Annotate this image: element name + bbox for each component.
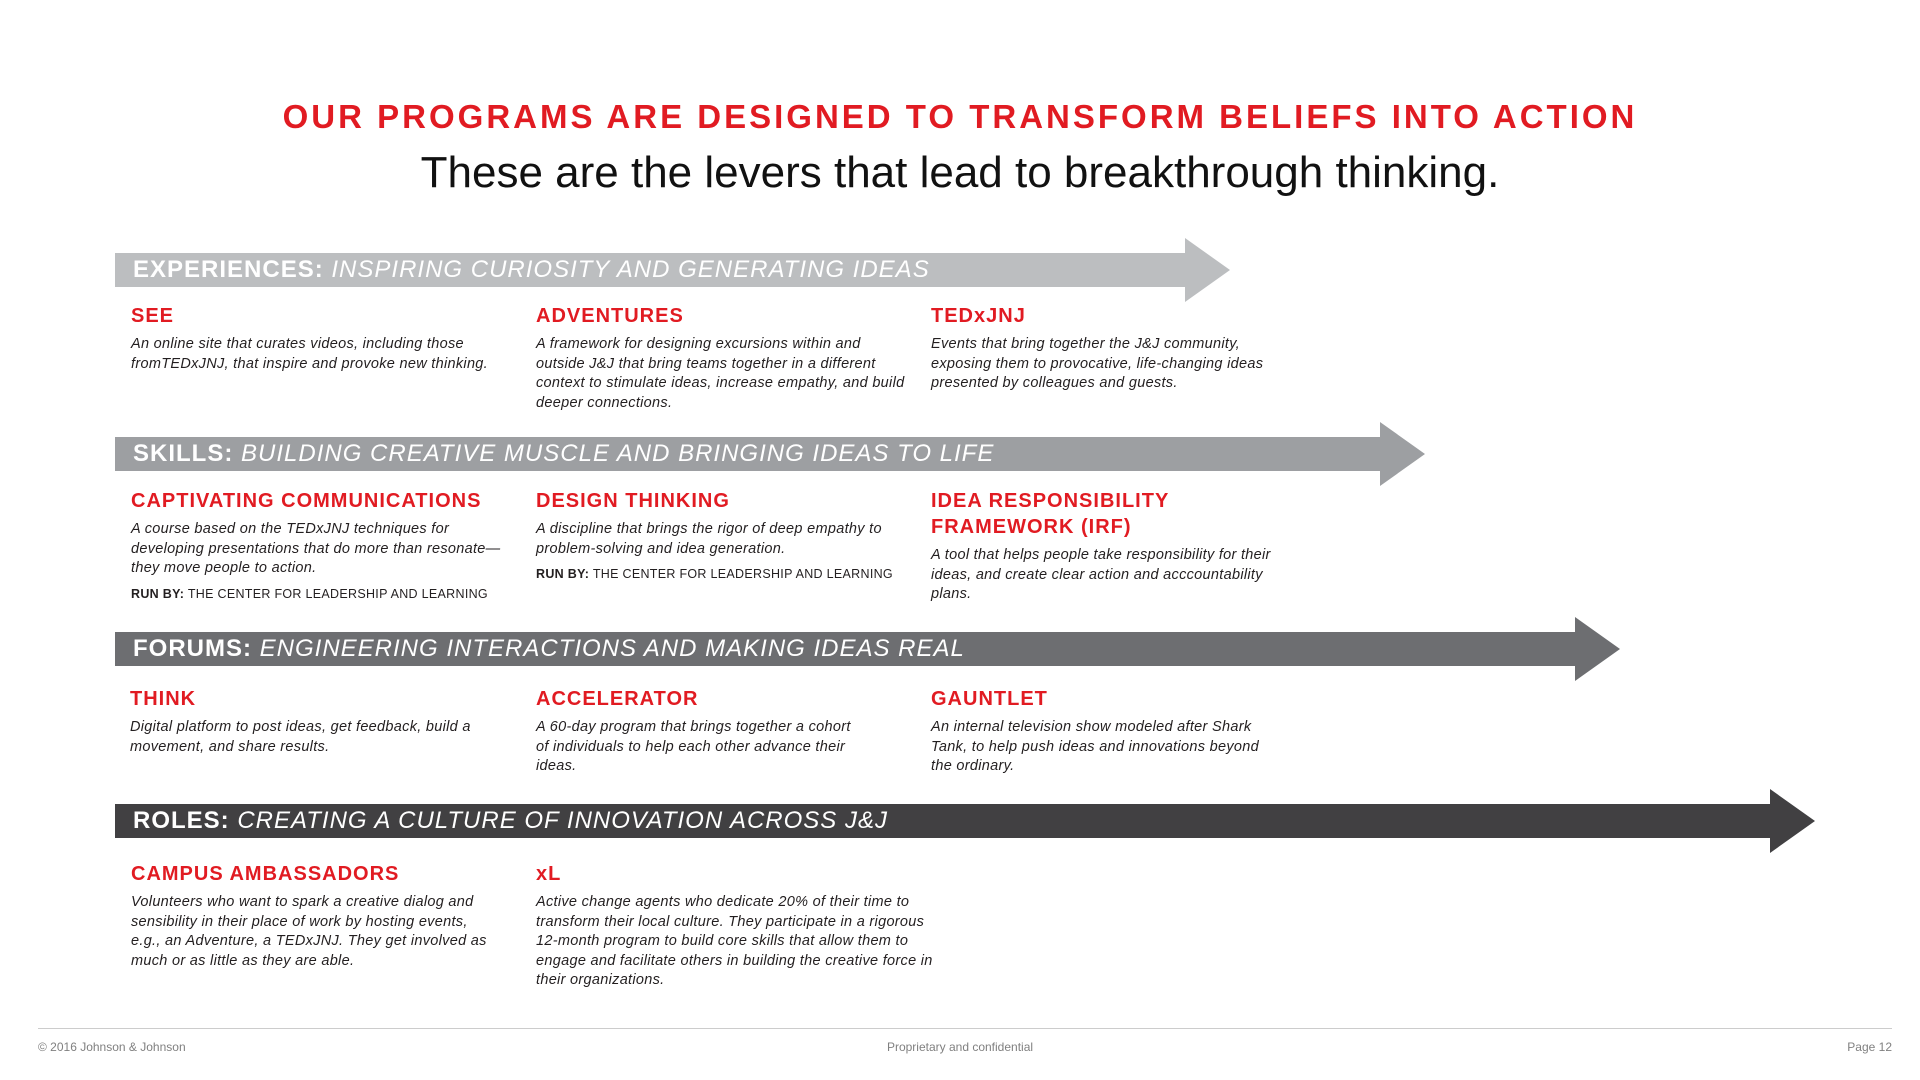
- footer-page-number: Page 12: [1847, 1040, 1892, 1054]
- xl-title: xL: [536, 863, 562, 885]
- headline: OUR PROGRAMS ARE DESIGNED TO TRANSFORM BELIEFS INTO ACTION: [282, 98, 1638, 135]
- item-captivating-communications: [131, 488, 511, 601]
- runby-label: RUN BY:: [536, 567, 590, 581]
- forums-band-label: [133, 635, 965, 663]
- roles-band: [115, 789, 1815, 853]
- item-design-thinking: [536, 488, 906, 581]
- gauntlet-title: GAUNTLET: [931, 688, 1048, 710]
- item-think: [130, 686, 520, 757]
- skills-band: [115, 422, 1425, 486]
- item-accelerator: [536, 686, 866, 777]
- campus-ambassadors-desc: Volunteers who want to spark a creative dialog and sensibility in their place of work by hosting events, e.g., an Adventure, a TEDxJNJ. They get involved as much or as little as they are able.: [131, 894, 487, 969]
- design-thinking-runby: [536, 567, 906, 581]
- experiences-band-label: [133, 256, 930, 284]
- item-gauntlet: [931, 686, 1261, 777]
- think-title: THINK: [130, 688, 197, 710]
- footer-copyright: © 2016 Johnson & Johnson: [38, 1040, 186, 1054]
- xl-desc: Active change agents who dedicate 20% of their time to transform their local culture. They participate in a rigorous 12-month program to build core skills that allow them to engage and facilitate others in building the creative force in their organizations.: [536, 894, 933, 988]
- gauntlet-desc: An internal television show modeled after Shark Tank, to help push ideas and innovations beyond the ordinary.: [931, 719, 1259, 774]
- roles-tagline: CREATING A CULTURE OF INNOVATION ACROSS J&J: [237, 807, 888, 834]
- irf-title: [931, 488, 1271, 540]
- accelerator-title: ACCELERATOR: [536, 688, 699, 710]
- footer-confidential: Proprietary and confidential: [886, 1040, 1034, 1054]
- forums-band: [115, 617, 1620, 681]
- subheadline: These are the levers that lead to breakthrough thinking.: [420, 148, 1500, 197]
- item-xl: [536, 861, 936, 991]
- experiences-band: [115, 238, 1230, 302]
- roles-band-label: [133, 807, 888, 835]
- forums-label: FORUMS:: [133, 635, 252, 662]
- captivating-communications-desc: A course based on the TEDxJNJ techniques for developing presentations that do more than resonate—they move people to action.: [131, 521, 501, 576]
- forums-tagline: ENGINEERING INTERACTIONS AND MAKING IDEAS REAL: [259, 635, 965, 662]
- roles-label: ROLES:: [133, 807, 230, 834]
- captivating-communications-title: CAPTIVATING COMMUNICATIONS: [131, 490, 482, 512]
- tedxjnj-title: TEDxJNJ: [931, 305, 1026, 327]
- runby-label: RUN BY:: [131, 586, 185, 601]
- design-thinking-desc: A discipline that brings the rigor of deep empathy to problem-solving and idea generation.: [536, 521, 882, 557]
- irf-title-line1: IDEA RESPONSIBILITY: [931, 490, 1170, 512]
- runby-value: THE CENTER FOR LEADERSHIP AND LEARNING: [592, 567, 893, 581]
- item-see: [131, 303, 521, 374]
- captivating-communications-runby: [131, 587, 511, 601]
- item-irf: [931, 488, 1271, 605]
- think-desc: Digital platform to post ideas, get feedback, build a movement, and share results.: [130, 719, 471, 755]
- experiences-tagline: INSPIRING CURIOSITY AND GENERATING IDEAS: [331, 256, 930, 283]
- footer-divider: [38, 1028, 1892, 1029]
- design-thinking-title: DESIGN THINKING: [536, 490, 730, 512]
- experiences-label: EXPERIENCES:: [133, 256, 324, 283]
- see-desc: An online site that curates videos, including those fromTEDxJNJ, that inspire and provoke new thinking.: [131, 336, 489, 372]
- see-title: SEE: [131, 305, 175, 327]
- irf-title-line2: FRAMEWORK (IRF): [931, 516, 1132, 538]
- campus-ambassadors-title: CAMPUS AMBASSADORS: [131, 863, 400, 885]
- item-adventures: [536, 303, 906, 413]
- runby-value: THE CENTER FOR LEADERSHIP AND LEARNING: [187, 586, 488, 601]
- tedxjnj-desc: Events that bring together the J&J community, exposing them to provocative, life-changing ideas presented by colleagues and guests.: [931, 336, 1264, 391]
- adventures-desc: A framework for designing excursions within and outside J&J that bring teams together in a different context to stimulate ideas, increase empathy, and build deeper connections.: [536, 336, 905, 411]
- skills-tagline: BUILDING CREATIVE MUSCLE AND BRINGING IDEAS TO LIFE: [241, 440, 995, 467]
- accelerator-desc: A 60-day program that brings together a cohort of individuals to help each other advance their ideas.: [536, 719, 851, 774]
- skills-label: SKILLS:: [133, 440, 234, 467]
- skills-band-label: [133, 440, 994, 468]
- adventures-title: ADVENTURES: [536, 305, 684, 327]
- irf-desc: A tool that helps people take responsibility for their ideas, and create clear action and acccountability plans.: [931, 547, 1271, 602]
- item-tedxjnj: [931, 303, 1271, 394]
- item-campus-ambassadors: [131, 861, 501, 971]
